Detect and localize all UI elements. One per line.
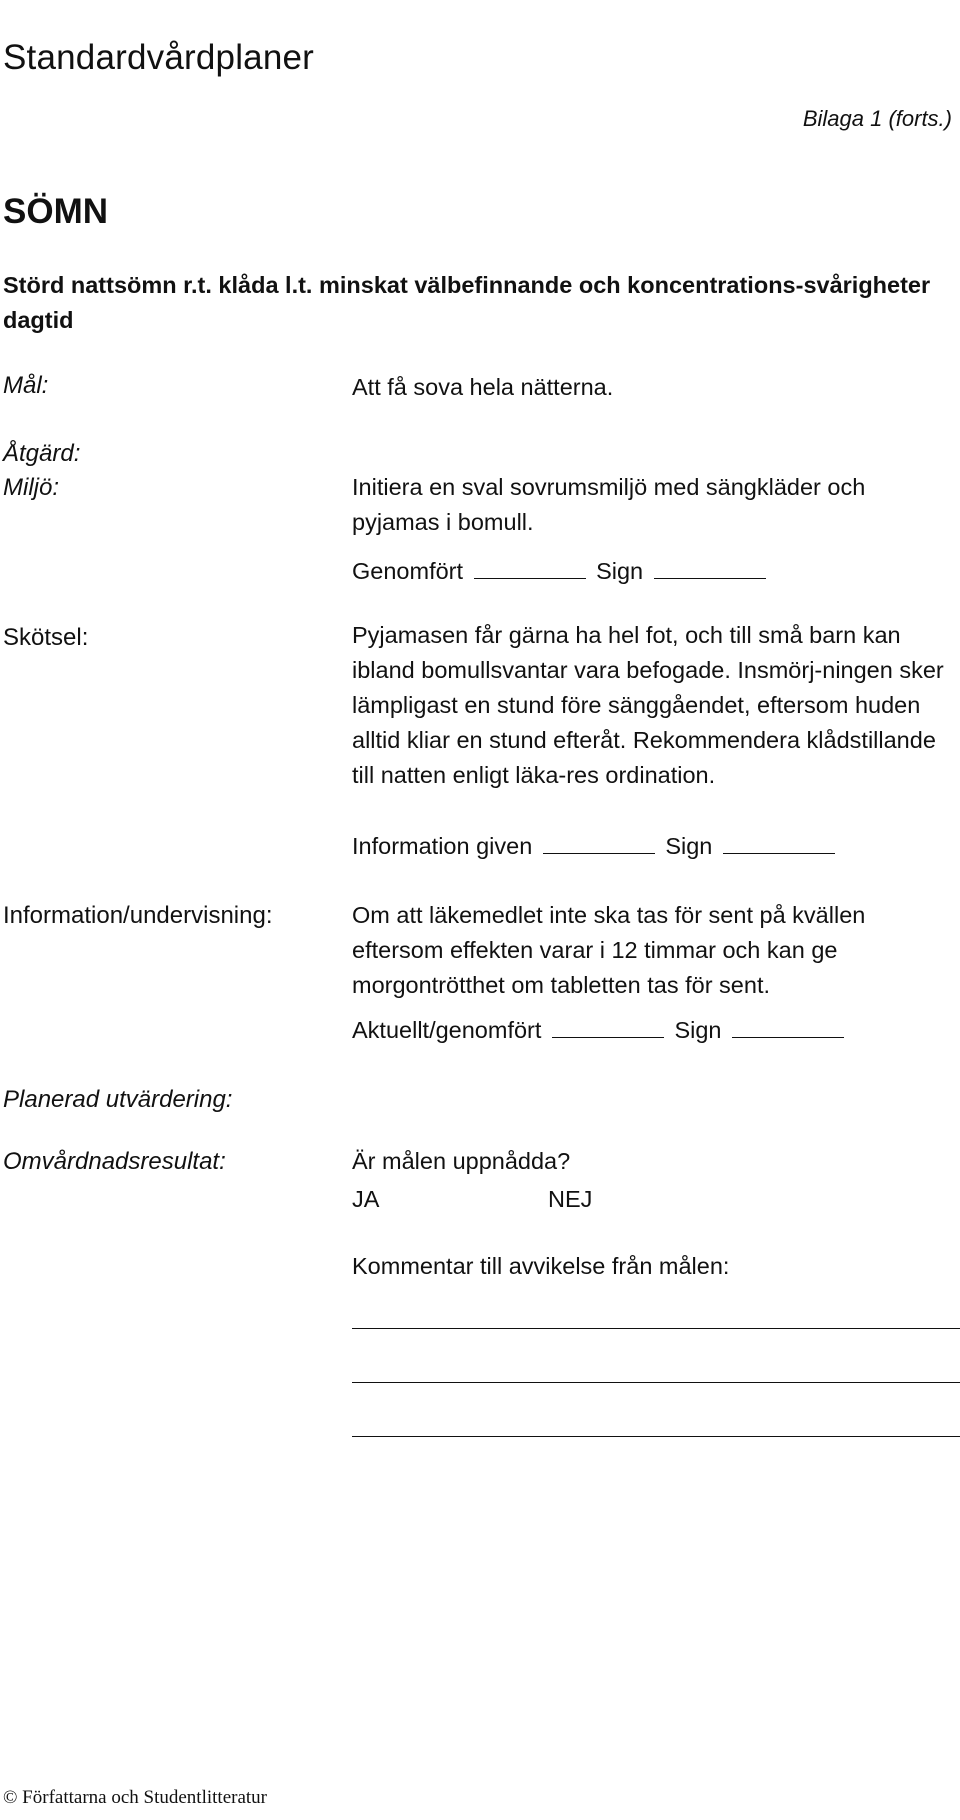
- comment-label: Kommentar till avvikelse från målen:: [352, 1253, 730, 1279]
- sign-label: Sign: [665, 833, 713, 859]
- no-option[interactable]: NEJ: [548, 1186, 593, 1212]
- sign-blank[interactable]: [732, 1036, 844, 1038]
- current-blank[interactable]: [552, 1036, 664, 1038]
- page-title: Standardvårdplaner: [3, 38, 315, 77]
- environment-label: Miljö:: [3, 474, 60, 501]
- done-label: Genomfört: [352, 558, 464, 584]
- sign-label: Sign: [596, 558, 644, 584]
- yes-option[interactable]: JA: [352, 1186, 380, 1212]
- sign-blank[interactable]: [654, 577, 766, 579]
- comment-line-1[interactable]: [352, 1328, 960, 1329]
- comment-line-3[interactable]: [352, 1436, 960, 1437]
- comment-line-2[interactable]: [352, 1382, 960, 1383]
- action-label: Åtgärd:: [3, 440, 81, 467]
- goal-label: Mål:: [3, 372, 49, 399]
- section-title: SÖMN: [3, 192, 108, 231]
- care-signoff: [352, 833, 839, 860]
- copyright-footer: © Författarna och Studentlitteratur: [3, 1787, 267, 1808]
- information-signoff: [352, 1017, 848, 1044]
- sign-label: Sign: [674, 1017, 722, 1043]
- care-text: Pyjamasen får gärna ha hel fot, och till små barn kan ibland bomullsvantar vara befogade. Insmörj-ningen sker lämpligast en stund före sänggåendet, eftersom huden alltid kliar en stund efteråt. Rekommendera klådstillande till natten enligt läka-res ordination.: [352, 622, 944, 788]
- outcome-label: Omvårdnadsresultat:: [3, 1148, 226, 1175]
- info-given-blank[interactable]: [543, 852, 655, 854]
- care-label: Skötsel:: [3, 624, 89, 651]
- sign-blank[interactable]: [723, 852, 835, 854]
- problem-heading: Störd nattsömn r.t. klåda l.t. minskat välbefinnande och koncentrations-svårigheter dagtid: [3, 272, 931, 333]
- information-label: Information/undervisning:: [3, 902, 273, 929]
- environment-text: Initiera en sval sovrumsmiljö med sängkläder och pyjamas i bomull.: [352, 474, 866, 535]
- environment-signoff: [352, 558, 770, 585]
- done-blank[interactable]: [474, 577, 586, 579]
- evaluation-label: Planerad utvärdering:: [3, 1086, 233, 1113]
- current-label: Aktuellt/genomfört: [352, 1017, 542, 1043]
- appendix-label: Bilaga 1 (forts.): [802, 106, 952, 131]
- outcome-question: Är målen uppnådda?: [352, 1148, 571, 1174]
- information-text: Om att läkemedlet inte ska tas för sent på kvällen eftersom effekten varar i 12 timmar och kan ge morgontrötthet om tabletten tas för sent.: [352, 902, 866, 998]
- info-given-label: Information given: [352, 833, 533, 859]
- goal-text: Att få sova hela nätterna.: [352, 374, 614, 400]
